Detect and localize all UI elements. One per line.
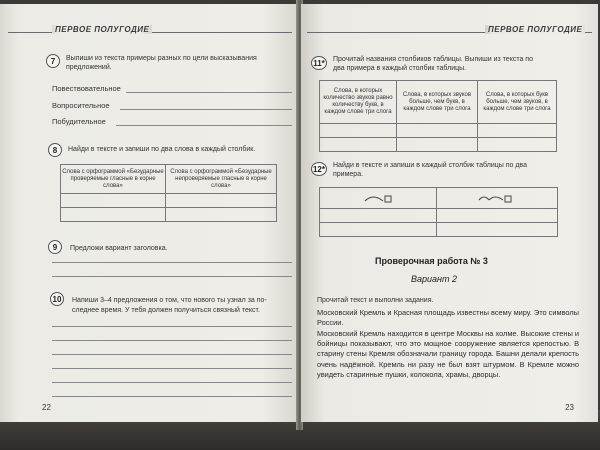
page-number: 23 — [565, 403, 574, 412]
table-row[interactable] — [396, 124, 478, 138]
table-row[interactable] — [319, 124, 397, 138]
table-row[interactable] — [436, 223, 558, 237]
task-number: 8 — [48, 143, 62, 157]
table-header-cell: Слова с орфограммой «Безударные проверяемые гласные в корне слова» — [60, 164, 166, 194]
table-header-cell: Слова, в которых букв больше, чем звуков, в каждом слове три слога — [477, 80, 557, 124]
answer-line[interactable] — [116, 125, 292, 126]
task-text: Выпиши из текста примеры разных по цели высказывания — [66, 55, 257, 62]
task-text: два примера в каждый столбик таблицы. — [333, 65, 467, 72]
header-title: ПЕРВОЕ ПОЛУГОДИЕ — [52, 25, 152, 34]
work-title: Проверочная работа № 3 — [375, 256, 488, 266]
answer-line[interactable] — [52, 262, 292, 263]
text-paragraph: Московский Кремль находится в центре Москвы на холме. Высокие стены и бойницы показывают, что это мощное сооружение является крепостью. В старину стены Кремля обозначали границу города. Башни делали крепость очень надёжной. Кремль ни разу не был взят штурмом. В Кремле можно увидеть старинные пушки, колокола, храмы, дворцы. — [317, 329, 579, 379]
table-row[interactable] — [60, 194, 166, 208]
variant-label: Вариант 2 — [411, 274, 457, 284]
answer-line[interactable] — [52, 382, 292, 383]
right-page — [301, 4, 598, 422]
table-row[interactable] — [319, 209, 437, 223]
answer-label: Побудительное — [52, 117, 106, 126]
table-row[interactable] — [165, 194, 277, 208]
syllable-arc-icon — [477, 192, 517, 204]
table-row[interactable] — [396, 138, 478, 152]
answer-line[interactable] — [52, 368, 292, 369]
task-text: предложений. — [66, 64, 112, 71]
task-text: примера. — [333, 171, 364, 178]
table-row[interactable] — [319, 138, 397, 152]
syllable-arc-icon — [361, 192, 395, 204]
task-text: следнее время. У тебя должен получиться связный текст. — [72, 307, 260, 314]
answer-line[interactable] — [126, 92, 292, 93]
task-text: Прочитай названия столбиков таблицы. Выпиши из текста по — [333, 56, 533, 63]
answer-line[interactable] — [52, 276, 292, 277]
table-row[interactable] — [477, 124, 557, 138]
table-row[interactable] — [477, 138, 557, 152]
task-number: 9 — [48, 240, 62, 254]
task-number: 7 — [46, 54, 60, 68]
page-number: 22 — [42, 403, 51, 412]
table-header-cell: Слова, в которых количество звуков равно количеству букв, в каждом слове три слога — [319, 80, 397, 124]
table-row[interactable] — [165, 208, 277, 222]
task-number: 11* — [311, 56, 327, 70]
left-page — [0, 4, 298, 422]
task-text: Напиши 3–4 предложения о том, что нового ты узнал за по- — [72, 297, 267, 304]
answer-line[interactable] — [120, 109, 292, 110]
table-header-cell: Слова, в которых звуков больше, чем букв, в каждом слове три слога — [396, 80, 478, 124]
task-number: 10 — [50, 292, 64, 306]
answer-line[interactable] — [52, 340, 292, 341]
table-header-cell — [436, 187, 558, 209]
task-text: Найди в тексте и запиши в каждый столбик таблицы по два — [333, 162, 527, 169]
answer-label: Повествовательное — [52, 84, 121, 93]
table-header-cell: Слова с орфограммой «Безударные непроверяемые гласные в корне слова» — [165, 164, 277, 194]
task-number: 12* — [311, 162, 327, 176]
table-row[interactable] — [60, 208, 166, 222]
table-header-cell — [319, 187, 437, 209]
header-title: ПЕРВОЕ ПОЛУГОДИЕ — [485, 25, 585, 34]
table-row[interactable] — [319, 223, 437, 237]
instruction: Прочитай текст и выполни задания. — [317, 297, 434, 304]
answer-line[interactable] — [52, 354, 292, 355]
answer-line[interactable] — [52, 396, 292, 397]
table-row[interactable] — [436, 209, 558, 223]
answer-label: Вопросительное — [52, 101, 110, 110]
task-text: Найди в тексте и запиши по два слова в каждый столбик. — [68, 146, 256, 153]
text-paragraph: Московский Кремль и Красная площадь известны всему миру. Это символы России. — [317, 308, 579, 328]
task-text: Предложи вариант заголовка. — [70, 245, 168, 252]
answer-line[interactable] — [52, 326, 292, 327]
